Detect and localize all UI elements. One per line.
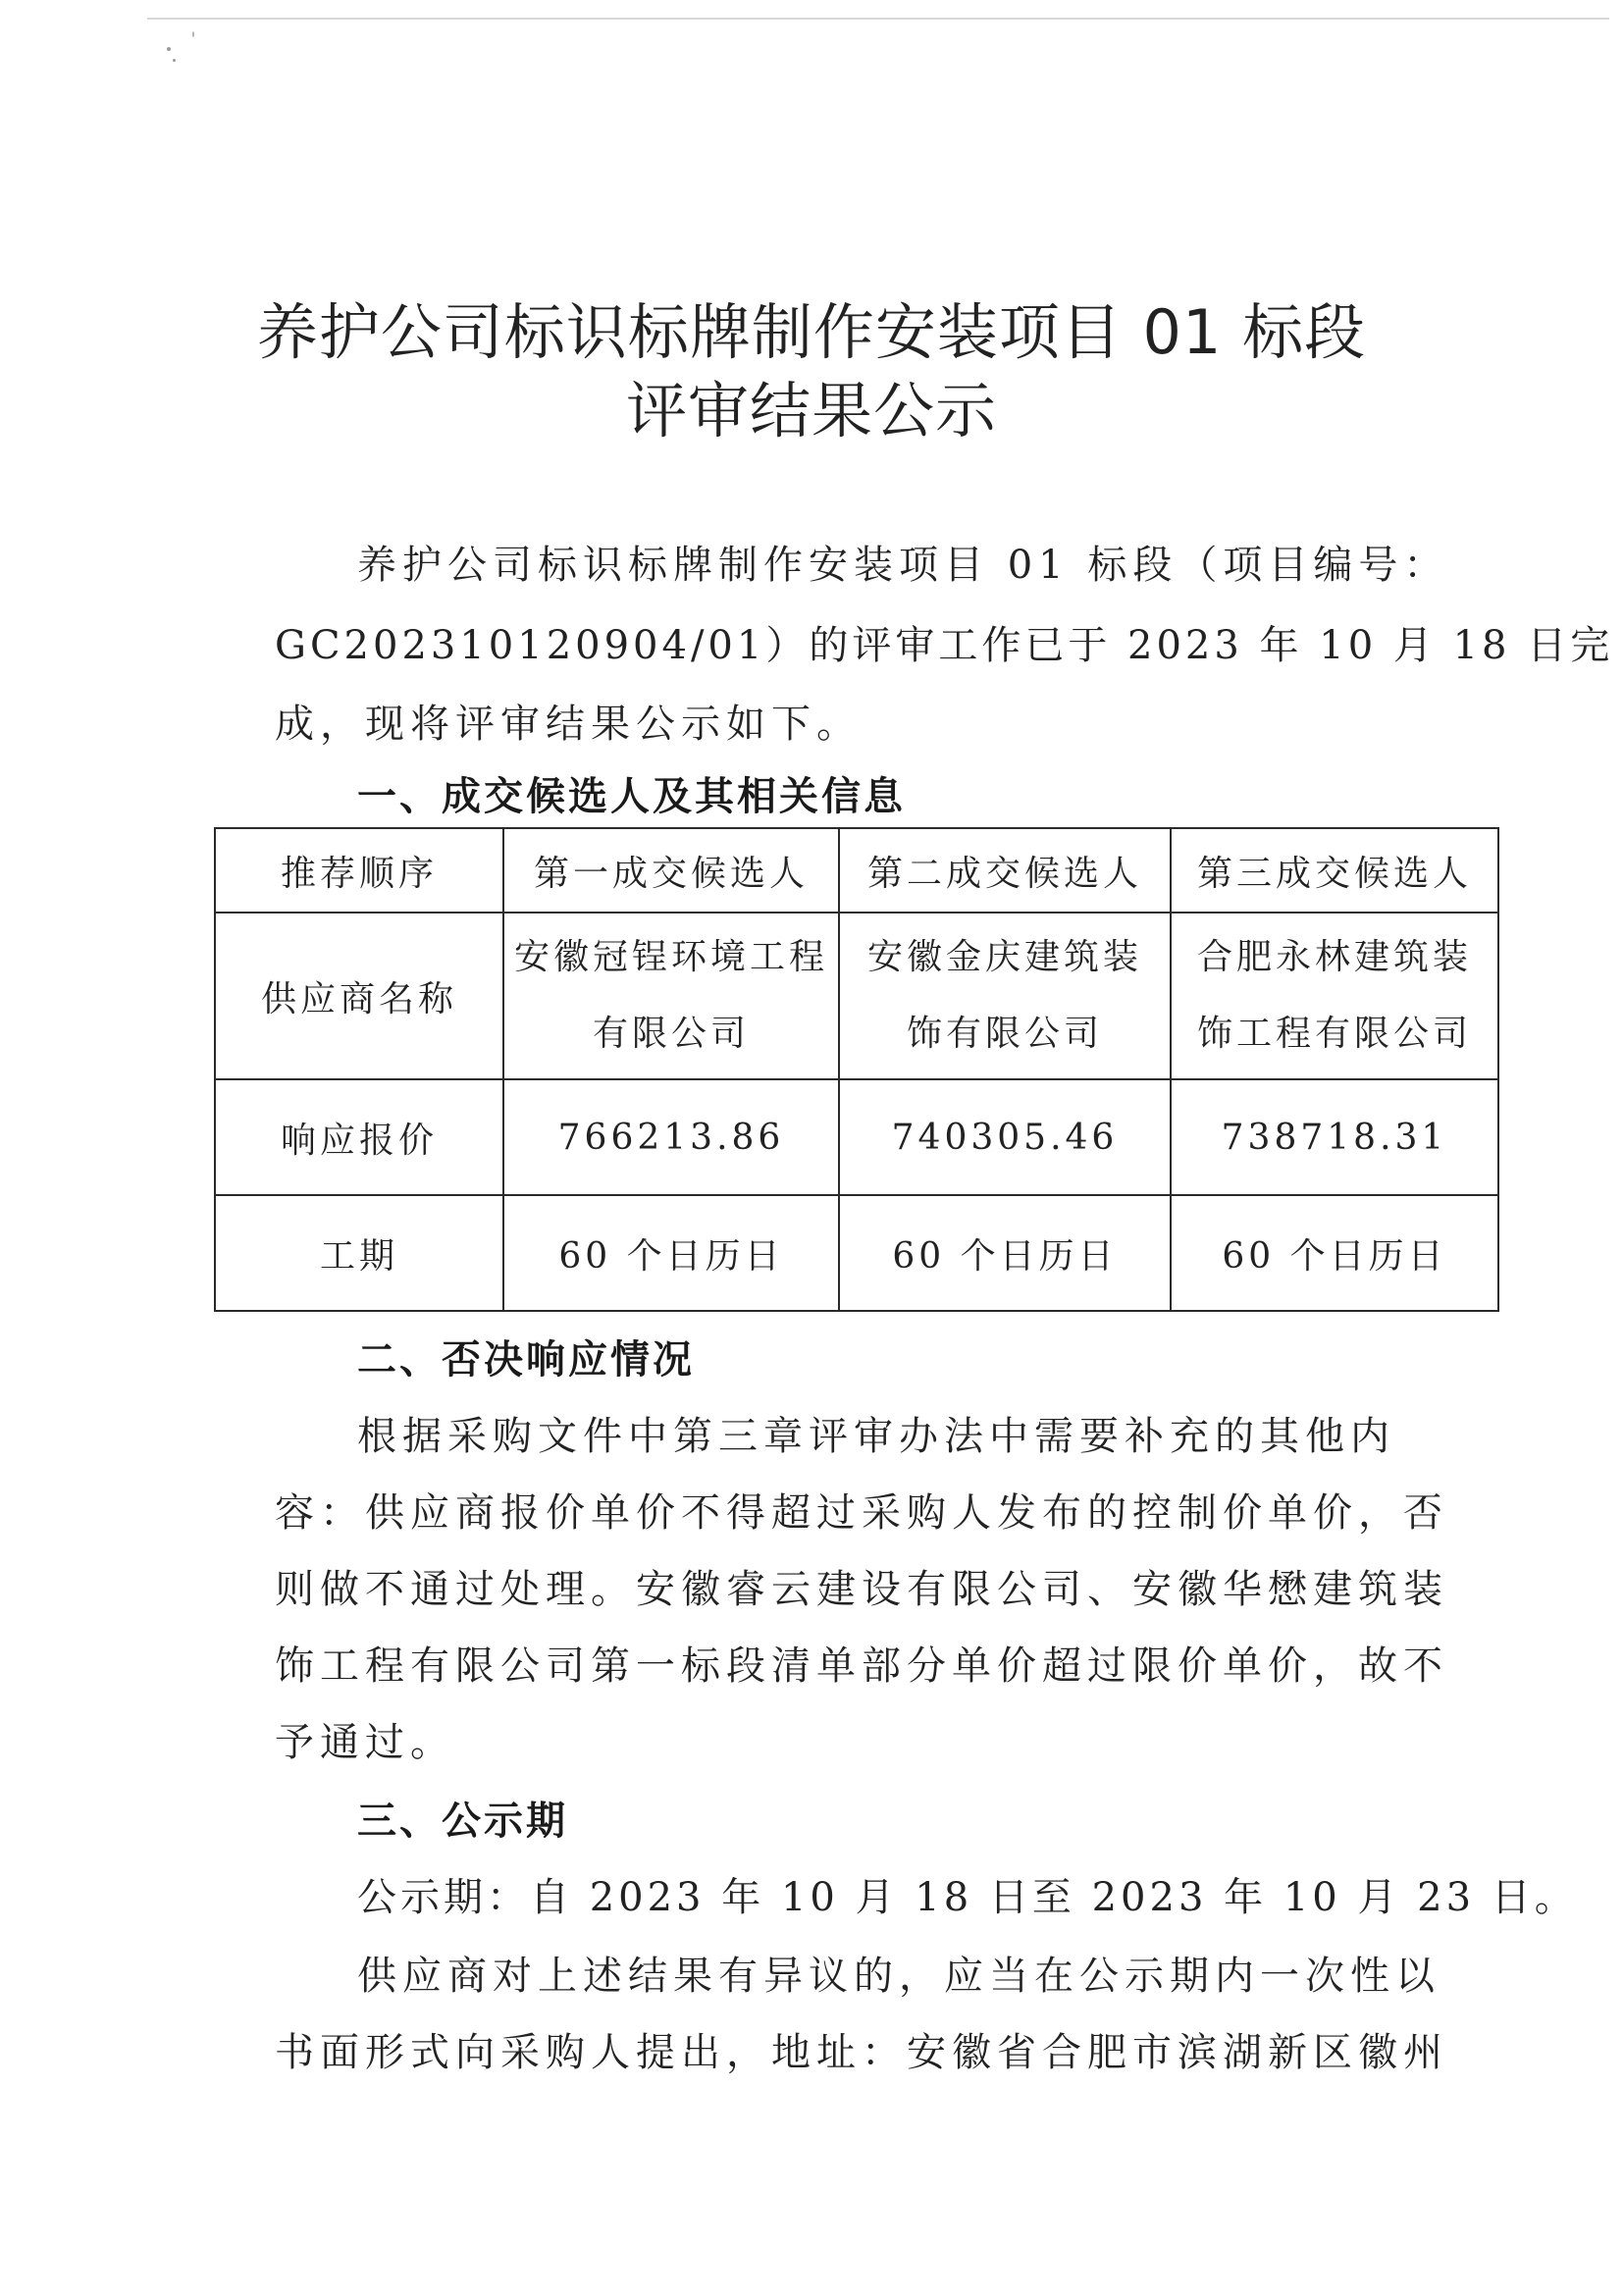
supplier-name-cell bbox=[1171, 913, 1498, 1079]
intro-line-3: 成，现将评审结果公示如下。 bbox=[275, 702, 862, 747]
table-row bbox=[215, 913, 1498, 1079]
supplier-name-line: 饰有限公司 bbox=[906, 1014, 1103, 1054]
supplier-name-line: 饰工程有限公司 bbox=[1196, 1014, 1472, 1054]
section2-line-4: 饰工程有限公司第一标段清单部分单价超过限价单价，故不 bbox=[275, 1644, 1448, 1689]
intro-line-1: 养护公司标识标牌制作安装项目 01 标段（项目编号： bbox=[357, 543, 1449, 588]
supplier-name-line: 合肥永林建筑装 bbox=[1196, 937, 1472, 977]
duration-cell: 60 个日历日 bbox=[1171, 1195, 1498, 1311]
duration-cell: 60 个日历日 bbox=[839, 1195, 1171, 1311]
price-cell: 740305.46 bbox=[839, 1079, 1171, 1195]
objection-line-2: 书面形式向采购人提出，地址：安徽省合肥市滨湖新区徽州 bbox=[275, 2030, 1448, 2075]
scan-speck bbox=[167, 47, 171, 51]
duration-cell: 60 个日历日 bbox=[503, 1195, 839, 1311]
table-row bbox=[215, 1079, 1498, 1195]
supplier-name-line: 有限公司 bbox=[592, 1014, 750, 1054]
table-header-cell: 第三成交候选人 bbox=[1171, 828, 1498, 913]
row-label: 工期 bbox=[215, 1195, 503, 1311]
table-header-cell: 第一成交候选人 bbox=[503, 828, 839, 913]
scan-edge-line bbox=[147, 18, 1609, 20]
candidate-table bbox=[214, 827, 1499, 1312]
scan-speck bbox=[192, 31, 194, 37]
table-header-cell: 推荐顺序 bbox=[215, 828, 503, 913]
table-header-row bbox=[215, 828, 1498, 913]
supplier-name-line: 安徽冠锃环境工程 bbox=[513, 937, 828, 977]
section2-line-3: 则做不通过处理。安徽睿云建设有限公司、安徽华懋建筑装 bbox=[275, 1567, 1448, 1612]
section2-line-1: 根据采购文件中第三章评审办法中需要补充的其他内 bbox=[357, 1414, 1395, 1459]
supplier-name-line: 安徽金庆建筑装 bbox=[866, 937, 1142, 977]
row-label: 供应商名称 bbox=[215, 913, 503, 1079]
objection-line-1: 供应商对上述结果有异议的，应当在公示期内一次性以 bbox=[357, 1954, 1440, 1999]
section2-line-5: 予通过。 bbox=[275, 1720, 455, 1765]
section1-heading: 一、成交候选人及其相关信息 bbox=[357, 774, 906, 819]
supplier-name-cell bbox=[503, 913, 839, 1079]
price-cell: 738718.31 bbox=[1171, 1079, 1498, 1195]
intro-line-2: GC202310120904/01）的评审工作已于 2023 年 10 月 18 日完 bbox=[275, 623, 1614, 668]
document-title-line2: 评审结果公示 bbox=[625, 375, 997, 446]
price-cell: 766213.86 bbox=[503, 1079, 839, 1195]
supplier-name-cell bbox=[839, 913, 1171, 1079]
document-title-line1: 养护公司标识标牌制作安装项目 01 标段 bbox=[256, 296, 1367, 368]
table-row bbox=[215, 1195, 1498, 1311]
scan-speck bbox=[173, 59, 176, 62]
table-header-cell: 第二成交候选人 bbox=[839, 828, 1171, 913]
section3-heading: 三、公示期 bbox=[357, 1799, 568, 1844]
section2-heading: 二、否决响应情况 bbox=[357, 1337, 695, 1383]
publicity-period: 公示期：自 2023 年 10 月 18 日至 2023 年 10 月 23 日。 bbox=[357, 1875, 1578, 1920]
row-label: 响应报价 bbox=[215, 1079, 503, 1195]
section2-line-2: 容：供应商报价单价不得超过采购人发布的控制价单价，否 bbox=[275, 1490, 1448, 1536]
